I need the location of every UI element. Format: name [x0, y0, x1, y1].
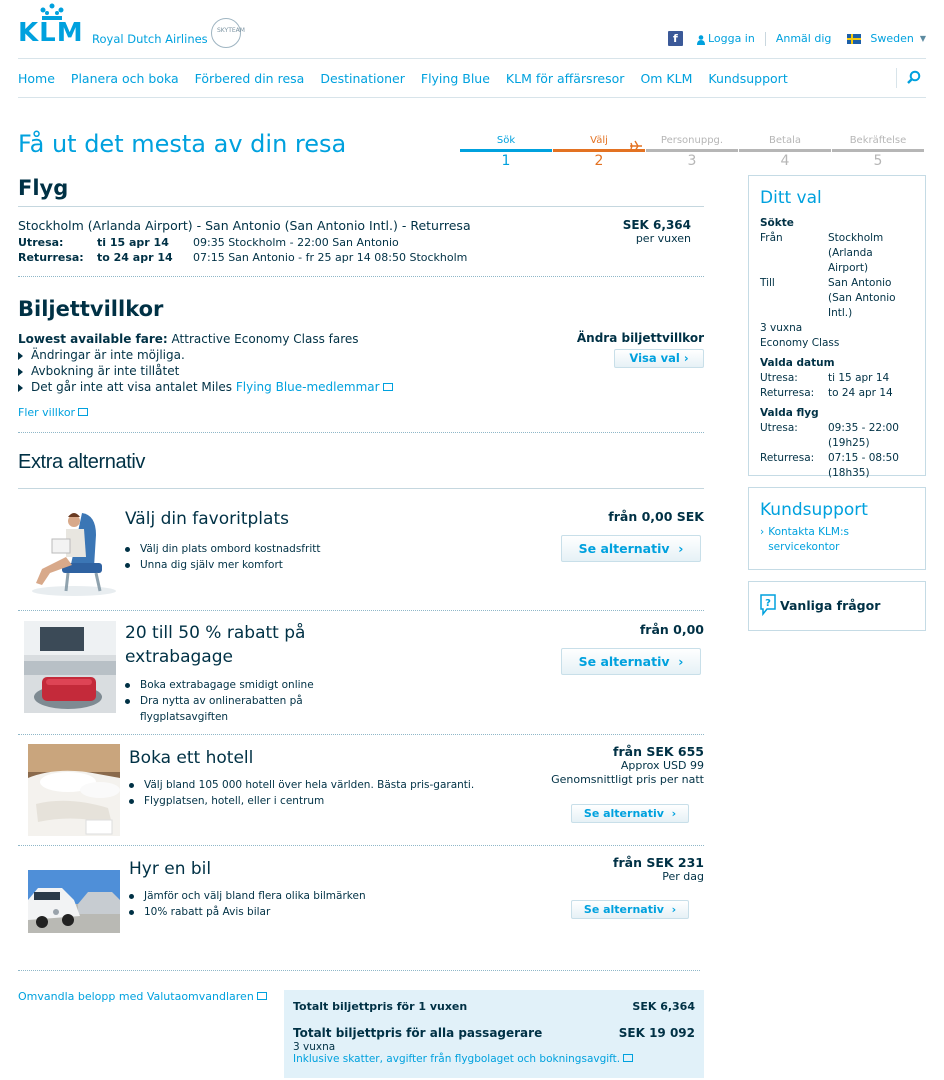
baggage-options-button[interactable]: Se alternativ ›	[561, 648, 701, 675]
fare-rule-text: Det går inte att visa antalet Miles	[31, 380, 233, 394]
divider	[765, 32, 766, 46]
price-note: Per dag	[662, 870, 704, 883]
return-date: to 24 apr 14	[97, 251, 173, 264]
nav-about[interactable]: Om KLM	[640, 70, 693, 86]
divider	[18, 432, 704, 433]
nav-business[interactable]: KLM för affärsresor	[505, 70, 625, 86]
step-number: 4	[780, 153, 790, 169]
price-value: från SEK 231	[613, 855, 704, 870]
divider	[18, 734, 704, 735]
date-return-label: Returresa:	[760, 387, 815, 399]
step-label: Välj	[590, 135, 608, 146]
faq-label: Vanliga frågor	[780, 597, 881, 613]
help-icon	[759, 594, 777, 616]
flying-blue-link[interactable]: Flying Blue-medlemmar	[235, 380, 380, 394]
searched-heading: Sökte	[760, 217, 794, 229]
price-note: Genomsnittligt pris per natt	[551, 773, 704, 786]
external-link-icon	[78, 408, 88, 416]
step-label: Bekräftelse	[849, 135, 907, 146]
list-item: Jämför och välj bland flera olika bilmärken	[129, 888, 366, 904]
taxes-note[interactable]	[293, 1053, 695, 1065]
currency-converter-link[interactable]: Omvandla belopp med Valutaomvandlaren	[18, 990, 254, 1003]
total-per-adult-value: SEK 6,364	[632, 1000, 695, 1013]
button-label: Visa val	[629, 351, 680, 365]
total-all-value: SEK 19 092	[618, 1026, 695, 1040]
date-outbound-value: ti 15 apr 14	[828, 372, 890, 384]
from-label: Från	[760, 232, 783, 244]
step-label: Personuppg.	[660, 135, 724, 146]
flight-price	[623, 218, 691, 245]
step-number: 2	[594, 153, 604, 169]
step-number: 3	[687, 153, 697, 169]
skyteam-text: SKYTEAM	[217, 27, 245, 34]
step-label: Betala	[769, 135, 801, 146]
taxes-note-text: Inklusive skatter, avgifter från flygbolaget och bokningsavgift.	[293, 1053, 621, 1065]
hotel-price	[551, 745, 704, 787]
price-value: från SEK 655	[613, 744, 704, 759]
divider	[18, 206, 704, 207]
fare-name-label: Lowest available fare:	[18, 332, 168, 346]
logo-tagline: Royal Dutch Airlines	[92, 32, 208, 46]
seat-options-button[interactable]: Se alternativ ›	[561, 535, 701, 562]
fare-rule	[18, 379, 393, 395]
divider	[18, 488, 704, 489]
baggage-price	[640, 622, 704, 637]
fare-heading: Biljettvillkor	[18, 297, 164, 321]
plane-icon	[630, 140, 642, 152]
outbound-times: 09:35 Stockholm - 22:00 San Antonio	[193, 236, 399, 249]
nav-support[interactable]: Kundsupport	[708, 70, 788, 86]
list-item: Välj bland 105 000 hotell över hela världen. Bästa pris-garanti.	[129, 777, 474, 793]
currency-converter	[18, 990, 267, 1003]
baggage-title: 20 till 50 % rabatt på extrabagage	[125, 623, 306, 667]
flight-times	[18, 236, 467, 266]
chevron-right-icon: ›	[760, 526, 765, 538]
nav-prepare-trip[interactable]: Förbered din resa	[194, 70, 305, 86]
from-value: Stockholm (Arlanda Airport)	[828, 232, 884, 274]
button-label: Se alternativ	[578, 654, 670, 669]
user-icon	[697, 35, 705, 45]
step-confirm	[832, 135, 924, 169]
nav-flying-blue[interactable]: Flying Blue	[420, 70, 490, 86]
outbound-label: Utresa:	[18, 236, 64, 249]
step-pay	[739, 135, 831, 169]
list-item: Unna dig själv mer komfort	[125, 557, 320, 573]
seat-image	[22, 505, 118, 597]
button-label: Se alternativ	[583, 903, 664, 916]
svg-text:?: ?	[765, 598, 771, 609]
logo-wordmark: KLM	[18, 18, 84, 48]
list-item: Flygplatsen, hotell, eller i centrum	[129, 793, 474, 809]
flight-route: Stockholm (Arlanda Airport) - San Antonio (San Antonio Intl.) - Returresa	[18, 218, 471, 233]
total-all-label: Totalt biljettpris för alla passagerare	[293, 1026, 543, 1040]
car-price	[613, 856, 704, 884]
more-conditions-link[interactable]: Fler villkor	[18, 406, 76, 419]
search-button[interactable]	[896, 68, 926, 88]
flight-outbound-label: Utresa:	[760, 422, 798, 434]
main-navigation	[18, 58, 926, 98]
divider	[18, 970, 700, 971]
car-image	[28, 870, 120, 933]
divider	[18, 845, 704, 846]
hotel-benefits	[129, 777, 474, 809]
price-value: SEK 6,364	[622, 218, 691, 232]
total-per-adult-label: Totalt biljettpris för 1 vuxen	[293, 1000, 468, 1013]
step-personal-info	[646, 135, 738, 169]
external-link-icon	[383, 383, 393, 391]
list-item: 10% rabatt på Avis bilar	[129, 904, 366, 920]
seat-title: Välj din favoritplats	[125, 509, 289, 529]
flight-return-label: Returresa:	[760, 452, 815, 464]
change-fare	[577, 331, 704, 368]
step-number: 5	[873, 153, 883, 169]
list-item: Välj din plats ombord kostnadsfritt	[125, 541, 320, 557]
price-value: från 0,00	[639, 622, 704, 637]
country-selector[interactable]: Sweden	[870, 32, 914, 45]
more-conditions	[18, 406, 88, 419]
login-link[interactable]: Logga in	[707, 32, 755, 45]
sweden-flag-icon	[847, 34, 861, 44]
top-header	[0, 0, 944, 58]
nav-destinations[interactable]: Destinationer	[320, 70, 405, 86]
page-title: Få ut det mesta av din resa	[18, 130, 347, 158]
search-icon	[907, 70, 921, 84]
seat-benefits	[125, 541, 320, 573]
hotel-image	[28, 744, 120, 836]
return-times: 07:15 San Antonio - fr 25 apr 14 08:50 Stockholm	[193, 251, 468, 264]
step-label: Sök	[496, 135, 516, 146]
faq-panel[interactable]	[748, 581, 926, 631]
date-return-value: to 24 apr 14	[828, 387, 893, 399]
outbound-date: ti 15 apr 14	[97, 236, 169, 249]
seat-price	[608, 509, 704, 524]
cabin-class: Economy Class	[760, 337, 840, 349]
flight-return-value: 07:15 - 08:50 (18h35)	[828, 452, 899, 479]
return-label: Returresa:	[18, 251, 84, 264]
list-item: Dra nytta av onlinerabatten på flygplatsavgiften	[125, 693, 345, 725]
facebook-icon[interactable]: f	[668, 31, 683, 46]
nav-plan-book[interactable]: Planera och boka	[70, 70, 179, 86]
fare-name-value: Attractive Economy Class fares	[171, 332, 359, 346]
list-item: Boka extrabagage smidigt online	[125, 677, 345, 693]
your-choice-panel	[748, 175, 926, 479]
date-outbound-label: Utresa:	[760, 372, 798, 384]
show-options-button[interactable]: Visa val ›	[614, 349, 704, 368]
extras-heading: Extra alternativ	[18, 451, 145, 473]
fare-rule: Ändringar är inte möjliga.	[18, 347, 393, 363]
car-options-button[interactable]: Se alternativ ›	[571, 900, 689, 919]
top-utility-links	[668, 31, 926, 46]
external-link-icon	[623, 1054, 633, 1062]
price-value: från 0,00 SEK	[608, 509, 704, 524]
contact-link[interactable]: Kontakta KLM:s servicekontor	[768, 526, 849, 553]
baggage-benefits	[125, 677, 345, 725]
car-benefits	[129, 888, 366, 920]
step-number: 1	[501, 153, 511, 169]
register-link[interactable]: Anmäl dig	[775, 32, 832, 45]
flight-heading: Flyg	[18, 176, 69, 200]
price-unit: per vuxen	[635, 232, 691, 245]
your-choice-title: Ditt val	[760, 188, 822, 208]
flight-outbound-value: 09:35 - 22:00 (19h25)	[828, 422, 899, 449]
step-search[interactable]	[460, 135, 552, 169]
support-panel	[748, 487, 926, 570]
change-fare-title: Ändra biljettvillkor	[576, 331, 704, 345]
booking-stepper	[460, 135, 924, 167]
divider	[18, 276, 704, 277]
car-title: Hyr en bil	[129, 859, 212, 879]
nav-home[interactable]: Home	[18, 70, 55, 86]
button-label: Se alternativ	[578, 541, 670, 556]
flights-heading: Valda flyg	[760, 407, 819, 419]
divider	[18, 610, 704, 611]
chevron-down-icon[interactable]: ▼	[919, 34, 926, 43]
fare-rule: Avbokning är inte tillåtet	[18, 363, 393, 379]
passenger-count: 3 vuxna	[760, 322, 803, 334]
button-label: Se alternativ	[583, 807, 664, 820]
baggage-image	[24, 621, 116, 713]
dates-heading: Valda datum	[760, 357, 835, 369]
hotel-title: Boka ett hotell	[129, 748, 254, 768]
external-link-icon	[257, 992, 267, 1000]
total-passengers: 3 vuxna	[293, 1041, 336, 1053]
support-title: Kundsupport	[760, 500, 868, 520]
skyteam-logo	[211, 18, 245, 48]
to-label: Till	[760, 277, 775, 289]
totals-panel	[284, 990, 704, 1078]
to-value: San Antonio (San Antonio Intl.)	[828, 277, 896, 319]
price-approx: Approx USD 99	[620, 759, 704, 772]
hotel-options-button[interactable]: Se alternativ ›	[571, 804, 689, 823]
fare-conditions	[18, 331, 393, 395]
